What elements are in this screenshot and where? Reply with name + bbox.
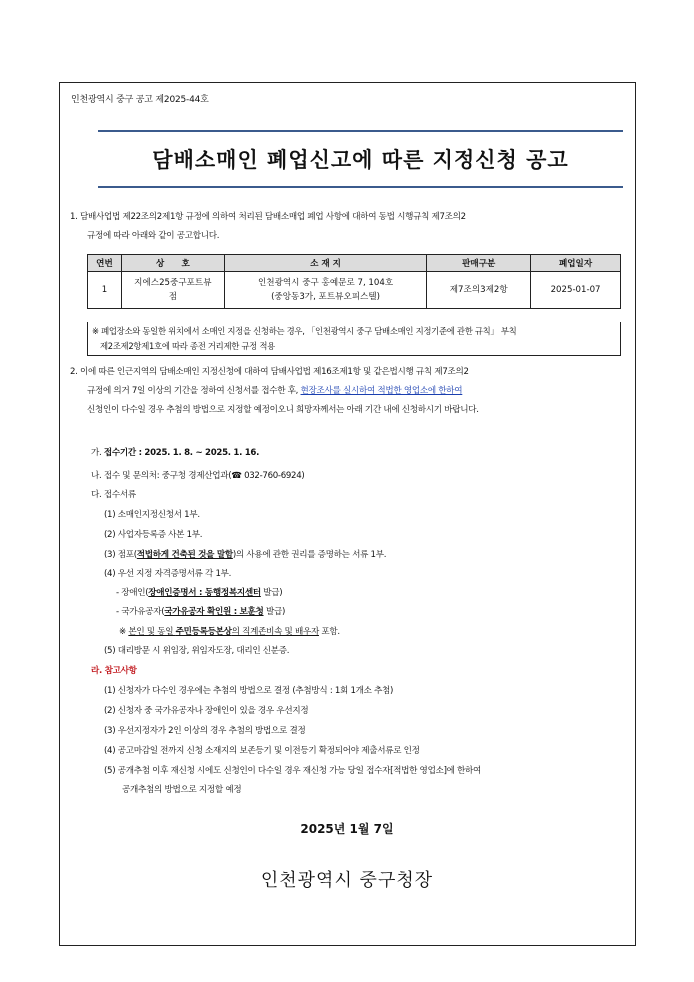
ra-item-5-cont: 공개추첨의 방법으로 지정할 예정 — [122, 785, 242, 795]
da-item-3-c: )의 사용에 관한 권리를 증명하는 서류 1부. — [232, 550, 387, 560]
ra-item-1: (1) 신청자가 다수인 경우에는 추첨의 방법으로 결정 (추첨방식 : 1회 1개소 추첨) — [104, 686, 394, 696]
cell-address-line1: 인천광역시 중구 홍예문로 7, 104호 — [257, 278, 394, 288]
table-row — [88, 272, 621, 309]
col-header-no: 연번 — [88, 255, 122, 272]
ga-line — [91, 446, 259, 458]
da-item-3-a: (3) 점포( — [104, 550, 137, 560]
item1-line2: 규정에 따라 아래와 같이 공고합니다. — [87, 231, 220, 241]
da-item-4c-c: 주민등록등본상 — [175, 627, 232, 637]
col-header-type: 판매구분 — [427, 255, 531, 272]
ra-item-2: (2) 신청자 중 국가유공자나 장애인이 있을 경우 우선지정 — [104, 706, 309, 716]
item2-line3: 신청인이 다수일 경우 추첨의 방법으로 지정할 예정이오니 희망자께서는 아래 기간 내에 신청하시기 바랍니다. — [87, 405, 479, 415]
item1-paragraph — [70, 208, 466, 246]
da-item-4c-d: 의 직계존비속 및 배우자 — [231, 627, 319, 637]
da-item-4c — [119, 625, 340, 637]
ra-item-3: (3) 우선지정자가 2인 이상의 경우 추첨의 방법으로 결정 — [104, 726, 306, 736]
na-line: 나. 접수 및 문의처: 중구청 경제산업과(☎ 032-760-6924) — [91, 471, 305, 481]
da-item-3 — [104, 548, 386, 560]
col-header-date: 폐업일자 — [531, 255, 621, 272]
da-item-4c-b: 본인 및 동일 — [128, 627, 176, 637]
da-item-3-b: 적법하게 건축된 것을 말함 — [136, 550, 233, 560]
col-header-address: 소 재 지 — [224, 255, 427, 272]
title-top-rule — [98, 130, 623, 132]
ga-period: 접수기간 : 2025. 1. 8. ~ 2025. 1. 16. — [103, 448, 260, 458]
item2-link[interactable]: 현장조사를 실시하여 적법한 영업소에 한하여 — [300, 386, 463, 396]
ra-item-5: (5) 공개추첨 이후 재신청 시에도 신청인이 다수일 경우 재신청 가능 당일 접수자[적법한 영업소]에 한하여 — [104, 766, 482, 776]
notice-date: 2025년 1월 7일 — [300, 822, 394, 836]
cell-address — [224, 272, 427, 309]
da-item-4a-c: 발급) — [260, 588, 283, 598]
da-item-1: (1) 소매인지정신청서 1부. — [104, 510, 200, 520]
cell-date: 2025-01-07 — [531, 272, 621, 309]
da-item-4: (4) 우선 지정 자격증명서류 각 1부. — [104, 569, 232, 579]
item2-line2-text: 규정에 의거 7일 이상의 기간을 정하여 신청서를 접수한 후, — [87, 386, 301, 396]
table-note — [87, 322, 621, 356]
ra-heading: 라. 참고사항 — [91, 666, 137, 676]
item1-line1: 1. 담배사업법 제22조의2제1항 규정에 의하여 처리된 담배소매업 폐업 사항에 대하여 동법 시행규칙 제7조의2 — [70, 212, 466, 222]
ga-prefix: 가. — [91, 448, 104, 458]
cell-name-line1: 지에스25중구포트뷰 — [134, 278, 212, 288]
table-header-row — [88, 255, 621, 272]
cell-name — [121, 272, 224, 309]
da-item-4a-a: - 장애인( — [116, 588, 149, 598]
cell-address-line2: (중앙동3가, 포트뷰오피스텔) — [271, 292, 381, 302]
da-item-4b-b: 국가유공자 확인원 : 보훈청 — [164, 607, 264, 617]
da-item-4c-e: 포함. — [318, 627, 340, 637]
cell-no: 1 — [88, 272, 122, 309]
closure-table — [87, 254, 621, 309]
da-item-4b-a: - 국가유공자( — [116, 607, 165, 617]
da-item-4c-a: ※ — [119, 627, 129, 637]
table-note-line1: ※ 폐업장소와 동일한 위치에서 소매인 지정을 신청하는 경우, 「인천광역시 중구 담배소매인 지정기준에 관한 규칙」 부칙 — [92, 326, 517, 336]
da-item-4a-b: 장애인증명서 : 동행정복지센터 — [148, 588, 261, 598]
doc-number: 인천광역시 중구 공고 제2025-44호 — [71, 95, 209, 105]
cell-type: 제7조의3제2항 — [427, 272, 531, 309]
title-bottom-rule — [98, 186, 623, 188]
item2-paragraph — [70, 363, 479, 420]
ra-item-4: (4) 공고마감일 전까지 신청 소재지의 보존등기 및 이전등기 확정되어야 제출서류로 인정 — [104, 746, 420, 756]
da-heading: 다. 접수서류 — [91, 490, 136, 500]
da-item-2: (2) 사업자등록증 사본 1부. — [104, 530, 203, 540]
page-title: 담배소매인 폐업신고에 따른 지정신청 공고 — [152, 148, 569, 172]
da-item-4b-c: 발급) — [263, 607, 286, 617]
da-item-4a — [116, 586, 282, 598]
item2-line2 — [70, 382, 479, 401]
table-note-line2: 제2조제2항제1호에 따라 종전 거리제한 규정 적용 — [100, 341, 275, 351]
issuer-signature: 인천광역시 중구청장 — [260, 870, 434, 891]
col-header-name: 상 호 — [121, 255, 224, 272]
da-item-5: (5) 대리방문 시 위임장, 위임자도장, 대리인 신분증. — [104, 646, 290, 656]
item2-line1: 2. 이에 따른 인근지역의 담배소매인 지정신청에 대하여 담배사업법 제16조제1항 및 같은법시행 규칙 제7조의2 — [70, 367, 469, 377]
cell-name-line2: 점 — [168, 292, 177, 302]
da-item-4b — [116, 605, 285, 617]
